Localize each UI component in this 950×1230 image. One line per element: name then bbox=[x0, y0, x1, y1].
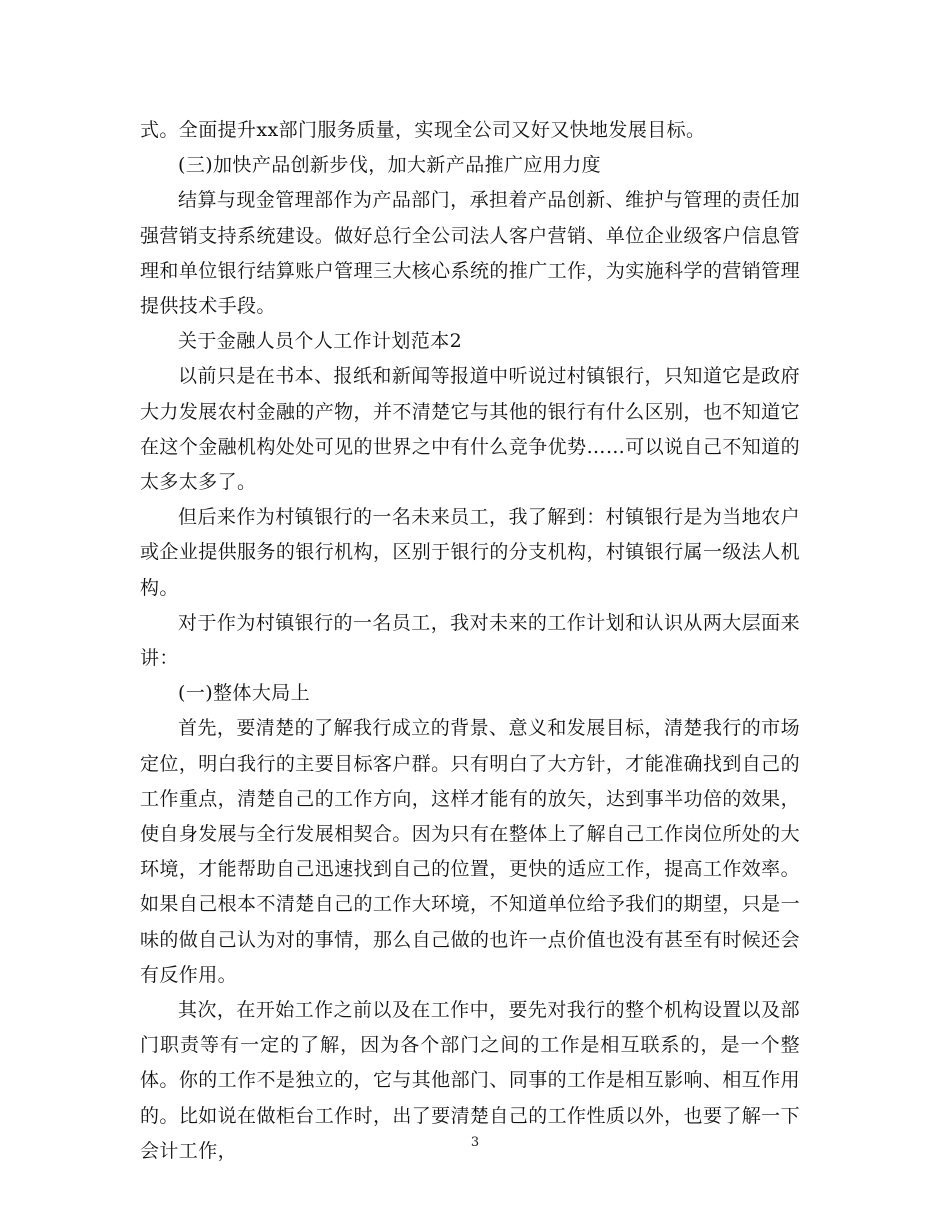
paragraph-4-title: 关于金融人员个人工作计划范本2 bbox=[178, 330, 463, 353]
paragraph-8-heading: (一)整体大局上 bbox=[178, 682, 311, 705]
paragraph-5: 以前只是在书本、报纸和新闻等报道中听说过村镇银行，只知道它是政府大力发展农村金融的产物，并不清楚它与其他的银行有什么区别，也不知道它在这个金融机构处处可见的世界之中有什么竞争优势……可以说自己不知道的太多太多了。 bbox=[140, 365, 800, 494]
paragraph-6: 但后来作为村镇银行的一名未来员工，我了解到：村镇银行是为当地农户或企业提供服务的银行机构，区别于银行的分支机构，村镇银行属一级法人机构。 bbox=[140, 506, 800, 599]
paragraph-10: 其次，在开始工作之前以及在工作中，要先对我行的整个机构设置以及部门职责等有一定的了解，因为各个部门之间的工作是相互联系的，是一个整体。你的工作不是独立的，它与其他部门、同事的工作是相互影响、相互作用的。比如说在做柜台工作时，出了要清楚自己的工作性质以外，也要了解一下会计工作， bbox=[140, 999, 800, 1162]
paragraph-9: 首先，要清楚的了解我行成立的背景、意义和发展目标，清楚我行的市场定位，明白我行的主要目标客户群。只有明白了大方针，才能准确找到自己的工作重点，清楚自己的工作方向，这样才能有的放矢，达到事半功倍的效果，使自身发展与全行发展相契合。因为只有在整体上了解自己工作岗位所处的大环境，才能帮助自己迅速找到自己的位置，更快的适应工作，提高工作效率。如果自己根本不清楚自己的工作大环境，不知道单位给予我们的期望，只是一味的做自己认为对的事情，那么自己做的也许一点价值也没有甚至有时候还会有反作用。 bbox=[140, 717, 800, 986]
paragraph-1: 式。全面提升xx部门服务质量，实现全公司又好又快地发展目标。 bbox=[140, 119, 706, 141]
document-body bbox=[140, 113, 800, 1169]
page-number: 3 bbox=[470, 1135, 480, 1150]
paragraph-2-heading: (三)加快产品创新步伐，加大新产品推广应用力度 bbox=[178, 154, 602, 177]
paragraph-3: 结算与现金管理部作为产品部门，承担着产品创新、维护与管理的责任加强营销支持系统建设。做好总行全公司法人客户营销、单位企业级客户信息管理和单位银行结算账户管理三大核心系统的推广工作，为实施科学的营销管理提供技术手段。 bbox=[140, 189, 800, 318]
paragraph-7: 对于作为村镇银行的一名员工，我对未来的工作计划和认识从两大层面来讲： bbox=[140, 611, 800, 670]
